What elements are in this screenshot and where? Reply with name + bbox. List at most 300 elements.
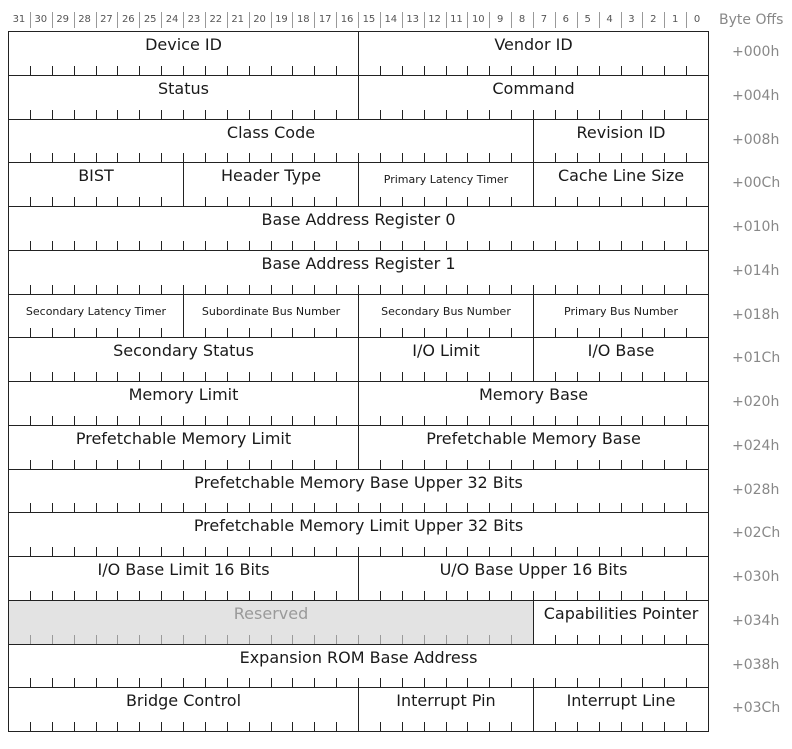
bit-tick [511, 66, 512, 75]
bit-tick [664, 153, 665, 162]
bit-number: 8 [518, 14, 526, 25]
byte-offset-label: +008h [732, 132, 780, 148]
register-field [358, 162, 534, 207]
bit-tick [686, 460, 687, 469]
bit-tick [139, 66, 140, 75]
bit-tick [664, 460, 665, 469]
bit-tick [292, 678, 293, 687]
bit-tick [314, 241, 315, 250]
bit-number: 16 [340, 14, 354, 25]
bit-tick [555, 547, 556, 556]
bit-tick [139, 372, 140, 381]
bit-tick [446, 153, 447, 162]
register-field [8, 31, 359, 76]
bit-tick [117, 110, 118, 119]
bit-separator [139, 12, 140, 28]
bit-tick [117, 722, 118, 731]
register-field [533, 162, 709, 207]
bit-tick [621, 722, 622, 731]
bit-tick [467, 678, 468, 687]
bit-tick [74, 547, 75, 556]
bit-tick [205, 153, 206, 162]
bit-separator [117, 12, 118, 28]
bit-tick [161, 153, 162, 162]
bit-tick [161, 197, 162, 206]
bit-tick [205, 285, 206, 294]
bit-tick [271, 460, 272, 469]
bit-tick [249, 66, 250, 75]
bit-tick [96, 678, 97, 687]
bit-number: 20 [253, 14, 266, 25]
field-label: Memory Base [478, 385, 589, 404]
bit-tick [424, 285, 425, 294]
bit-tick [621, 503, 622, 512]
bit-tick [642, 372, 643, 381]
bit-tick [686, 372, 687, 381]
field-label: I/O Base [587, 341, 655, 360]
bit-tick [489, 372, 490, 381]
bit-tick [467, 416, 468, 425]
bit-separator [183, 12, 184, 28]
bit-tick [30, 678, 31, 687]
bit-tick [52, 503, 53, 512]
bit-tick [380, 197, 381, 206]
register-field [8, 75, 359, 120]
bit-tick [161, 416, 162, 425]
register-field [8, 206, 709, 251]
bit-tick [599, 153, 600, 162]
bit-tick [249, 153, 250, 162]
bit-tick [511, 285, 512, 294]
bit-tick [271, 416, 272, 425]
bit-tick [205, 635, 206, 644]
bit-tick [489, 547, 490, 556]
bit-tick [139, 197, 140, 206]
bit-tick [161, 285, 162, 294]
bit-separator [30, 12, 31, 28]
register-field [8, 556, 359, 601]
bit-tick [96, 328, 97, 337]
bit-tick [96, 635, 97, 644]
bit-tick [183, 241, 184, 250]
bit-tick [271, 635, 272, 644]
bit-tick [74, 285, 75, 294]
bit-tick [227, 503, 228, 512]
bit-tick [139, 110, 140, 119]
bit-tick [271, 153, 272, 162]
field-label: Bridge Control [125, 691, 242, 710]
bit-number: 25 [143, 14, 157, 25]
bit-tick [292, 635, 293, 644]
bit-tick [402, 372, 403, 381]
byte-offset-label: +000h [732, 44, 780, 60]
bit-tick [336, 460, 337, 469]
byte-offset-label: +034h [732, 613, 780, 629]
bit-separator [402, 12, 403, 28]
bit-tick [577, 66, 578, 75]
bit-tick [446, 197, 447, 206]
bit-tick [533, 503, 534, 512]
field-label: BIST [78, 166, 114, 185]
bit-tick [511, 678, 512, 687]
bit-tick [686, 241, 687, 250]
bit-tick [380, 110, 381, 119]
byte-offset-label: +03Ch [732, 700, 781, 716]
bit-tick [271, 547, 272, 556]
bit-tick [358, 503, 359, 512]
register-field [8, 119, 534, 163]
bit-tick [555, 678, 556, 687]
bit-tick [52, 66, 53, 75]
bit-tick [161, 372, 162, 381]
bit-tick [577, 591, 578, 600]
bit-tick [74, 197, 75, 206]
bit-tick [402, 460, 403, 469]
bit-tick [664, 635, 665, 644]
bit-tick [621, 66, 622, 75]
register-field [8, 687, 359, 732]
bit-tick [336, 66, 337, 75]
bit-tick [555, 66, 556, 75]
bit-number: 13 [406, 14, 420, 25]
bit-tick [271, 285, 272, 294]
register-field [8, 469, 709, 513]
bit-tick [511, 153, 512, 162]
bit-tick [205, 241, 206, 250]
bit-tick [467, 66, 468, 75]
register-field [533, 119, 709, 163]
bit-tick [117, 635, 118, 644]
bit-tick [555, 722, 556, 731]
bit-tick [424, 547, 425, 556]
bit-tick [227, 110, 228, 119]
bit-tick [577, 241, 578, 250]
field-label: Expansion ROM Base Address [239, 648, 478, 667]
bit-tick [446, 678, 447, 687]
bit-tick [205, 416, 206, 425]
bit-tick [292, 285, 293, 294]
bit-tick [227, 241, 228, 250]
bit-tick [74, 503, 75, 512]
bit-tick [686, 678, 687, 687]
bit-tick [183, 285, 184, 294]
bit-tick [424, 722, 425, 731]
bit-tick [621, 460, 622, 469]
bit-tick [642, 110, 643, 119]
bit-tick [686, 722, 687, 731]
bit-tick [358, 635, 359, 644]
bit-tick [227, 678, 228, 687]
bit-tick [314, 722, 315, 731]
field-label: Revision ID [576, 123, 666, 142]
bit-tick [314, 66, 315, 75]
bit-tick [577, 153, 578, 162]
bit-tick [621, 591, 622, 600]
bit-tick [314, 547, 315, 556]
bit-tick [161, 328, 162, 337]
bit-tick [249, 635, 250, 644]
bit-tick [686, 153, 687, 162]
bit-tick [271, 241, 272, 250]
bit-separator [686, 12, 687, 28]
bit-tick [249, 416, 250, 425]
field-label: Device ID [145, 35, 222, 54]
bit-separator [314, 12, 315, 28]
bit-tick [446, 372, 447, 381]
bit-separator [621, 12, 622, 28]
bit-tick [555, 197, 556, 206]
bit-tick [30, 547, 31, 556]
byte-offset-label: +028h [732, 482, 780, 498]
bit-tick [227, 372, 228, 381]
bit-tick [511, 635, 512, 644]
bit-tick [358, 153, 359, 162]
bit-tick [446, 110, 447, 119]
bit-tick [402, 722, 403, 731]
bit-tick [380, 635, 381, 644]
register-field [183, 162, 359, 207]
bit-tick [402, 197, 403, 206]
bit-tick [621, 153, 622, 162]
bit-tick [117, 372, 118, 381]
bit-tick [314, 285, 315, 294]
bit-tick [555, 285, 556, 294]
field-label: Command [492, 79, 575, 98]
bit-number: 27 [100, 14, 113, 25]
bit-tick [205, 678, 206, 687]
bit-tick [205, 66, 206, 75]
bit-tick [577, 328, 578, 337]
byte-offset-label: +030h [732, 569, 780, 585]
bit-tick [52, 635, 53, 644]
bit-tick [139, 416, 140, 425]
bit-tick [664, 547, 665, 556]
bit-tick [686, 328, 687, 337]
bit-tick [489, 285, 490, 294]
bit-tick [577, 110, 578, 119]
bit-tick [424, 635, 425, 644]
bit-number: 12 [428, 14, 441, 25]
bit-separator [358, 12, 359, 28]
bit-tick [52, 722, 53, 731]
bit-tick [292, 241, 293, 250]
bit-number: 6 [562, 14, 569, 25]
bit-tick [96, 416, 97, 425]
bit-tick [117, 460, 118, 469]
bit-tick [467, 328, 468, 337]
bit-tick [642, 153, 643, 162]
byte-offset-label: +01Ch [732, 350, 781, 366]
bit-tick [424, 328, 425, 337]
bit-separator [533, 12, 534, 28]
register-field [358, 556, 709, 601]
bit-tick [402, 241, 403, 250]
bit-tick [96, 591, 97, 600]
bit-tick [227, 460, 228, 469]
bit-separator [205, 12, 206, 28]
bit-tick [227, 591, 228, 600]
bit-tick [96, 241, 97, 250]
bit-tick [402, 416, 403, 425]
bit-separator [227, 12, 228, 28]
bit-tick [380, 460, 381, 469]
bit-tick [533, 547, 534, 556]
bit-tick [358, 547, 359, 556]
bit-tick [599, 241, 600, 250]
bit-tick [292, 416, 293, 425]
bit-tick [446, 416, 447, 425]
bit-tick [446, 547, 447, 556]
bit-separator [664, 12, 665, 28]
bit-tick [599, 197, 600, 206]
bit-tick [336, 591, 337, 600]
bit-tick [249, 110, 250, 119]
bit-tick [52, 110, 53, 119]
bit-tick [599, 110, 600, 119]
bit-tick [358, 241, 359, 250]
bit-tick [642, 328, 643, 337]
bit-tick [424, 503, 425, 512]
bit-tick [336, 722, 337, 731]
bit-tick [467, 547, 468, 556]
bit-tick [117, 503, 118, 512]
field-label: Secondary Bus Number [381, 305, 511, 318]
bit-separator [599, 12, 600, 28]
bit-tick [424, 372, 425, 381]
field-label: Prefetchable Memory Base Upper 32 Bits [194, 473, 523, 492]
bit-tick [533, 591, 534, 600]
register-field [8, 425, 359, 470]
register-field [533, 687, 709, 732]
bit-tick [511, 241, 512, 250]
bit-tick [74, 110, 75, 119]
bit-number: 18 [296, 14, 310, 25]
bit-tick [358, 678, 359, 687]
field-label: Class Code [226, 123, 316, 142]
bit-tick [621, 285, 622, 294]
bit-separator [424, 12, 425, 28]
bit-tick [533, 110, 534, 119]
bit-tick [402, 328, 403, 337]
bit-tick [292, 547, 293, 556]
bit-separator [74, 12, 75, 28]
field-label: Memory Limit [128, 385, 239, 404]
bit-tick [489, 110, 490, 119]
bit-number: 4 [606, 14, 613, 25]
register-field [8, 512, 709, 557]
bit-tick [511, 328, 512, 337]
bit-tick [664, 416, 665, 425]
bit-tick [511, 460, 512, 469]
bit-tick [511, 503, 512, 512]
bit-tick [292, 722, 293, 731]
bit-number: 1 [672, 14, 679, 25]
bit-tick [511, 722, 512, 731]
bit-tick [533, 241, 534, 250]
bit-tick [292, 153, 293, 162]
field-label: Vendor ID [494, 35, 573, 54]
bit-tick [599, 503, 600, 512]
bit-tick [227, 285, 228, 294]
bit-tick [117, 678, 118, 687]
bit-tick [664, 372, 665, 381]
bit-tick [555, 110, 556, 119]
field-label: Header Type [220, 166, 322, 185]
bit-tick [30, 372, 31, 381]
bit-tick [686, 110, 687, 119]
bit-tick [555, 241, 556, 250]
bit-tick [30, 66, 31, 75]
bit-tick [402, 547, 403, 556]
bit-tick [642, 503, 643, 512]
bit-tick [336, 328, 337, 337]
bit-tick [380, 328, 381, 337]
bit-tick [664, 241, 665, 250]
bit-tick [271, 110, 272, 119]
bit-tick [446, 722, 447, 731]
bit-tick [380, 416, 381, 425]
bit-tick [489, 591, 490, 600]
bit-tick [380, 591, 381, 600]
bit-tick [139, 328, 140, 337]
bit-separator [249, 12, 250, 28]
field-label: Capabilities Pointer [543, 604, 699, 623]
bit-tick [292, 66, 293, 75]
register-field [8, 250, 709, 295]
bit-tick [96, 197, 97, 206]
bit-tick [664, 110, 665, 119]
bit-tick [139, 460, 140, 469]
bit-tick [30, 591, 31, 600]
bit-tick [30, 197, 31, 206]
bit-tick [621, 241, 622, 250]
bit-tick [489, 678, 490, 687]
field-label: I/O Limit [412, 341, 480, 360]
bit-tick [402, 503, 403, 512]
bit-tick [249, 460, 250, 469]
bit-tick [489, 722, 490, 731]
byte-offset-label: +038h [732, 657, 780, 673]
bit-tick [424, 110, 425, 119]
bit-tick [599, 722, 600, 731]
bit-tick [314, 416, 315, 425]
bit-tick [642, 635, 643, 644]
register-field [358, 687, 534, 732]
bit-tick [271, 66, 272, 75]
bit-tick [139, 547, 140, 556]
register-field [533, 337, 709, 382]
bit-tick [621, 372, 622, 381]
bit-tick [642, 241, 643, 250]
bit-tick [533, 416, 534, 425]
bit-tick [314, 635, 315, 644]
bit-tick [314, 460, 315, 469]
bit-tick [52, 678, 53, 687]
bit-tick [664, 678, 665, 687]
bit-number: 10 [471, 14, 485, 25]
bit-tick [96, 460, 97, 469]
bit-tick [621, 635, 622, 644]
bit-tick [183, 460, 184, 469]
bit-tick [96, 503, 97, 512]
register-field [8, 337, 359, 382]
bit-tick [599, 372, 600, 381]
bit-tick [467, 110, 468, 119]
bit-tick [489, 416, 490, 425]
register-field [8, 381, 359, 426]
bit-tick [205, 197, 206, 206]
field-label: I/O Base Limit 16 Bits [97, 560, 270, 579]
